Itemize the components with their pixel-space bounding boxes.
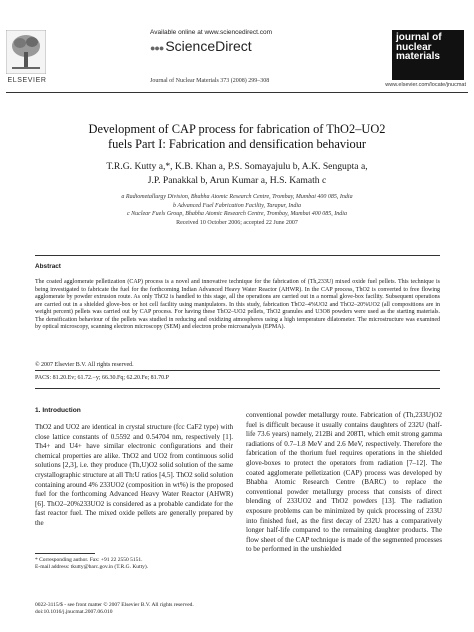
author-list: T.R.G. Kutty a,*, K.B. Khan a, P.S. Somayajulu b, A.K. Sengupta a, J.P. Panakkal b, Arun Kumar a, H.S. Kamath c — [106, 161, 368, 186]
abstract-bottom-rule — [35, 388, 440, 389]
journal-citation: Journal of Nuclear Materials 373 (2008) 299–308 — [150, 78, 270, 84]
elsevier-tree-logo — [6, 30, 46, 74]
pacs-codes: PACS: 81.20.Ev; 61.72.−y; 66.30.Fq; 62.20.Fe; 81.70.P — [35, 375, 170, 381]
journal-logo: journal of nuclear materials — [392, 30, 464, 80]
received-dates: Received 10 October 2006; accepted 22 June 2007 — [176, 220, 298, 226]
sciencedirect-logo: ●●● ScienceDirect — [150, 38, 252, 54]
abstract-copyright: © 2007 Elsevier B.V. All rights reserved. — [35, 362, 134, 368]
corresponding-author-footnote: * Corresponding author. Fax: +91 22 2550 5151. E-mail address: tkutty@barc.gov.in (T.R.G. Kutty). — [35, 557, 233, 572]
journal-url: www.elsevier.com/locate/jnucmat — [385, 82, 466, 88]
affiliation: a Radiometallurgy Division, Bhabha Atomic Research Centre, Trombay, Mumbai 400 085, India — [121, 194, 353, 200]
body-right-column: conventional powder metallurgy route. Fabrication of (Th,233U)O2 fuel is difficult because it usually contains daughters of 232U (half-life 73.6 years) namely, 212Bi and 208Tl, which emit strong gamma radiations of 0.7–1.8 MeV and 2.6 MeV, respectively. Therefore the fabrication of the thorium fuel requires operations in the shielded glove-boxes to protect the operators from radiation [7–12]. The coated agglomerate pelletization (CAP) process was developed by Bhabha Atomic Research Centre (BARC) to replace the conventional powder metallurgy process that consists of direct blending of 233UO2 and ThO2 powders [13]. The radiation exposure problems can be minimized by quick processing of 233U into finished fuel, as the first decay of 232U has a comparatively longer half-life compared to the remaining daughter products. The flow sheet of the CAP technique is made of the segmented processes to be performed in the unshielded — [246, 411, 442, 554]
doi-link[interactable]: doi:10.1016/j.jnucmat.2007.06.010 — [35, 609, 113, 616]
abstract-heading: Abstract — [35, 263, 61, 270]
page-footer — [35, 602, 295, 617]
publisher-name: ELSEVIER — [7, 77, 47, 84]
online-availability: Available online at www.sciencedirect.com — [150, 29, 272, 36]
header-rule — [6, 92, 468, 93]
affiliations — [40, 193, 434, 219]
sciencedirect-dots-icon: ●●● — [150, 43, 164, 53]
pacs-rule — [35, 370, 440, 371]
abstract-body: The coated agglomerate pelletization (CAP) process is a novel and innovative technique for the fabrication of (Th,233U) mixed oxide fuel pellets. This technique is being investigated to fabricate the fuel for the forthcoming Indian Advanced Heavy Water Reactor (AHWR). In the CAP process, ThO2 is converted to free flowing agglomerate by powder extrusion route. As only ThO2 is handled to this stage, all the operations are carried out in a normal glove-box facility. Subsequent operations are carried out in a shielded glove-box or hot cell facility using manipulators. In this study, fabrication ThO2–4%UO2 and ThO2–20%UO2 (all compositions are in weight percent) pellets was carried out by CAP process. For having these ThO2–UO2 pellets, ThO2 granules and U3O8 powders were used as the starting materials. The densification behaviour of the pellets was studied in reducing and oxidizing atmospheres using a high temperature dilatometer. The microstructure was examined by optical microscopy, scanning electron microscopy (SEM) and electron probe microanalysis (EPMA). — [35, 279, 440, 330]
abstract-top-rule — [35, 255, 440, 256]
author-email[interactable]: E-mail address: tkutty@barc.gov.in (T.R.G. Kutty). — [35, 564, 149, 571]
affiliation: c Nuclear Fuels Group, Bhabha Atomic Research Centre, Trombay, Mumbai 400 085, India — [127, 211, 347, 218]
body-left-column: ThO2 and UO2 are identical in crystal structure (fcc CaF2 type) with close lattice constants of 0.5592 and 0.54704 nm, respectively [1]. Th4+ and U4+ have similar electronic configurations and their chemical properties are alike. ThO2 and UO2 from continuous solid solutions [2,3], i.e. they produce (Th,U)O2 solid solution of the same crystallographic structure at all Th:U ratios [4,5]. ThO2 solid solution containing around 4% 233UO2 (composition in wt%) is the proposed fuel for the forthcoming Advanced Heavy Water Reactor (AHWR) [6]. ThO2–20%233UO2 is considered as a probable candidate for the fast reactor fuel. The mixed oxide pellets are generally prepared by the — [35, 423, 233, 527]
article-title: Development of CAP process for fabrication of ThO2–UO2 fuels Part I: Fabrication and densification behaviour — [88, 122, 386, 151]
section-heading-introduction: 1. Introduction — [35, 407, 81, 414]
footnote-rule — [35, 553, 95, 554]
issn-line: 0022-3115/$ - see front matter © 2007 Elsevier B.V. All rights reserved. — [35, 602, 194, 608]
affiliation: b Advanced Fuel Fabrication Facility, Tarapur, India — [173, 202, 301, 209]
